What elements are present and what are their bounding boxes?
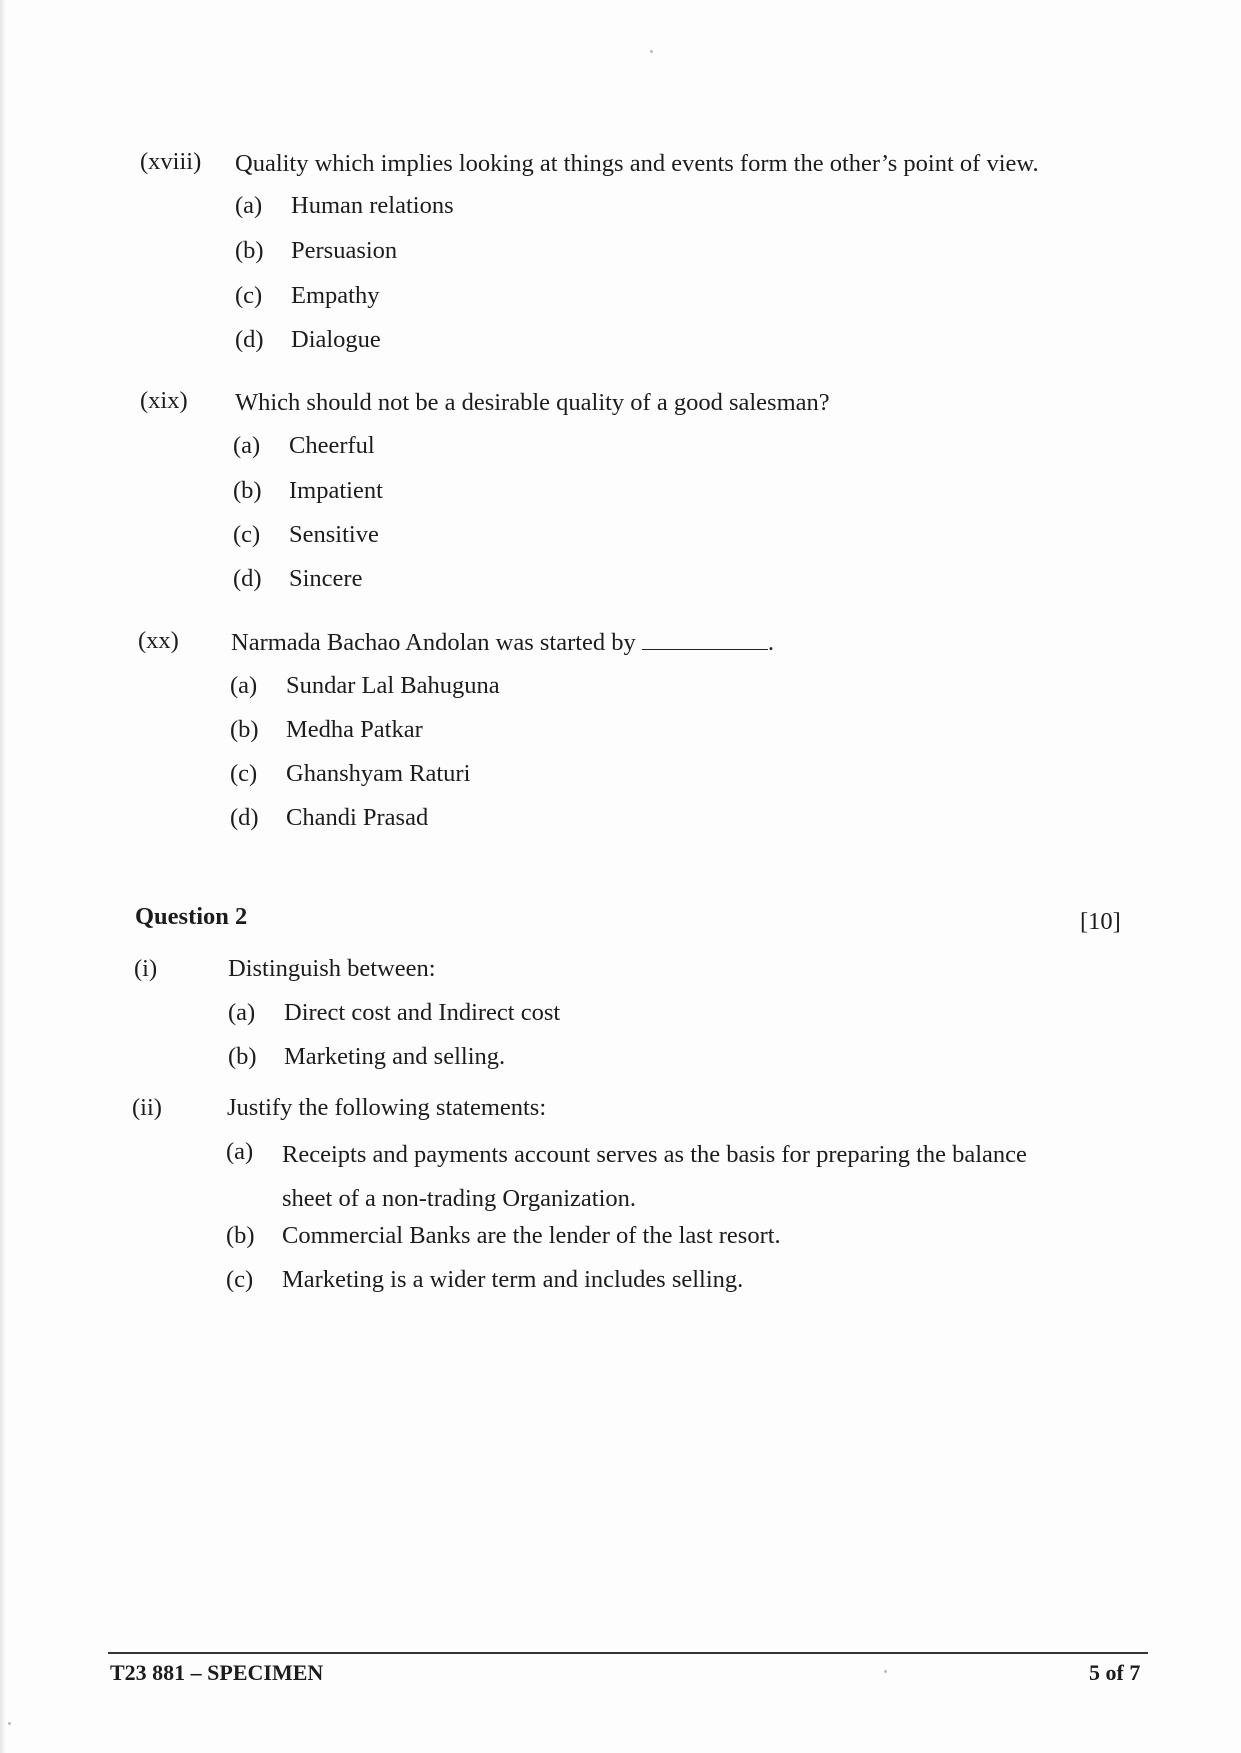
option-label: (a) (233, 432, 261, 459)
option-label: (b) (230, 716, 259, 743)
option-text: Chandi Prasad (286, 804, 429, 831)
option-label: (d) (233, 565, 262, 592)
option-text: Empathy (291, 282, 380, 309)
option-label: (c) (235, 282, 263, 309)
option-text: Cheerful (289, 432, 375, 459)
item-label: (a) (226, 1138, 254, 1165)
item-label: (a) (228, 999, 256, 1026)
footer-divider (108, 1652, 1148, 1654)
part-number: (i) (134, 955, 158, 982)
question-number: (xix) (140, 387, 188, 414)
question-stem (231, 629, 774, 657)
option-label: (a) (230, 672, 258, 699)
option-text: Dialogue (291, 326, 381, 353)
option-label: (d) (235, 326, 264, 353)
scan-speck (884, 1670, 887, 1673)
item-label: (c) (226, 1266, 254, 1293)
option-text: Human relations (291, 192, 454, 219)
option-text: Medha Patkar (286, 716, 423, 743)
part-stem: Justify the following statements: (227, 1094, 547, 1121)
part-number: (ii) (132, 1094, 162, 1121)
question-stem: Quality which implies looking at things and events form the other’s point of view. (235, 150, 1039, 177)
option-label: (d) (230, 804, 259, 831)
item-text: Marketing and selling. (284, 1043, 506, 1070)
option-text: Sundar Lal Bahuguna (286, 672, 500, 699)
question-stem-text: Narmada Bachao Andolan was started by (231, 629, 636, 656)
option-text: Persuasion (291, 237, 398, 264)
option-label: (b) (235, 237, 264, 264)
item-label: (b) (228, 1043, 257, 1070)
option-text: Sensitive (289, 521, 379, 548)
marks-badge: [10] (1080, 908, 1121, 935)
option-label: (c) (230, 760, 258, 787)
item-label: (b) (226, 1222, 255, 1249)
item-text: Marketing is a wider term and includes selling. (282, 1266, 744, 1293)
part-stem: Distinguish between: (228, 955, 436, 982)
option-text: Sincere (289, 565, 363, 592)
paper-code: T23 881 – SPECIMEN (110, 1660, 324, 1685)
question-heading: Question 2 (135, 903, 248, 930)
option-label: (c) (233, 521, 261, 548)
option-text: Impatient (289, 477, 383, 504)
item-text: Direct cost and Indirect cost (284, 999, 561, 1026)
question-stem-end: . (767, 629, 774, 656)
question-stem: Which should not be a desirable quality of a good salesman? (235, 389, 830, 416)
page-number: 5 of 7 (1089, 1660, 1141, 1685)
item-text: Receipts and payments account serves as the basis for preparing the balance sheet of a non-trading Organization. (282, 1141, 1027, 1212)
scan-speck (8, 1722, 11, 1725)
question-number: (xx) (138, 627, 179, 654)
question-number: (xviii) (140, 148, 202, 175)
scan-speck (650, 50, 653, 53)
scan-edge-shadow (0, 0, 6, 1753)
option-text: Ghanshyam Raturi (286, 760, 471, 787)
option-label: (a) (235, 192, 263, 219)
fill-blank-line (642, 629, 768, 650)
option-label: (b) (233, 477, 262, 504)
item-text: Commercial Banks are the lender of the last resort. (282, 1222, 781, 1249)
